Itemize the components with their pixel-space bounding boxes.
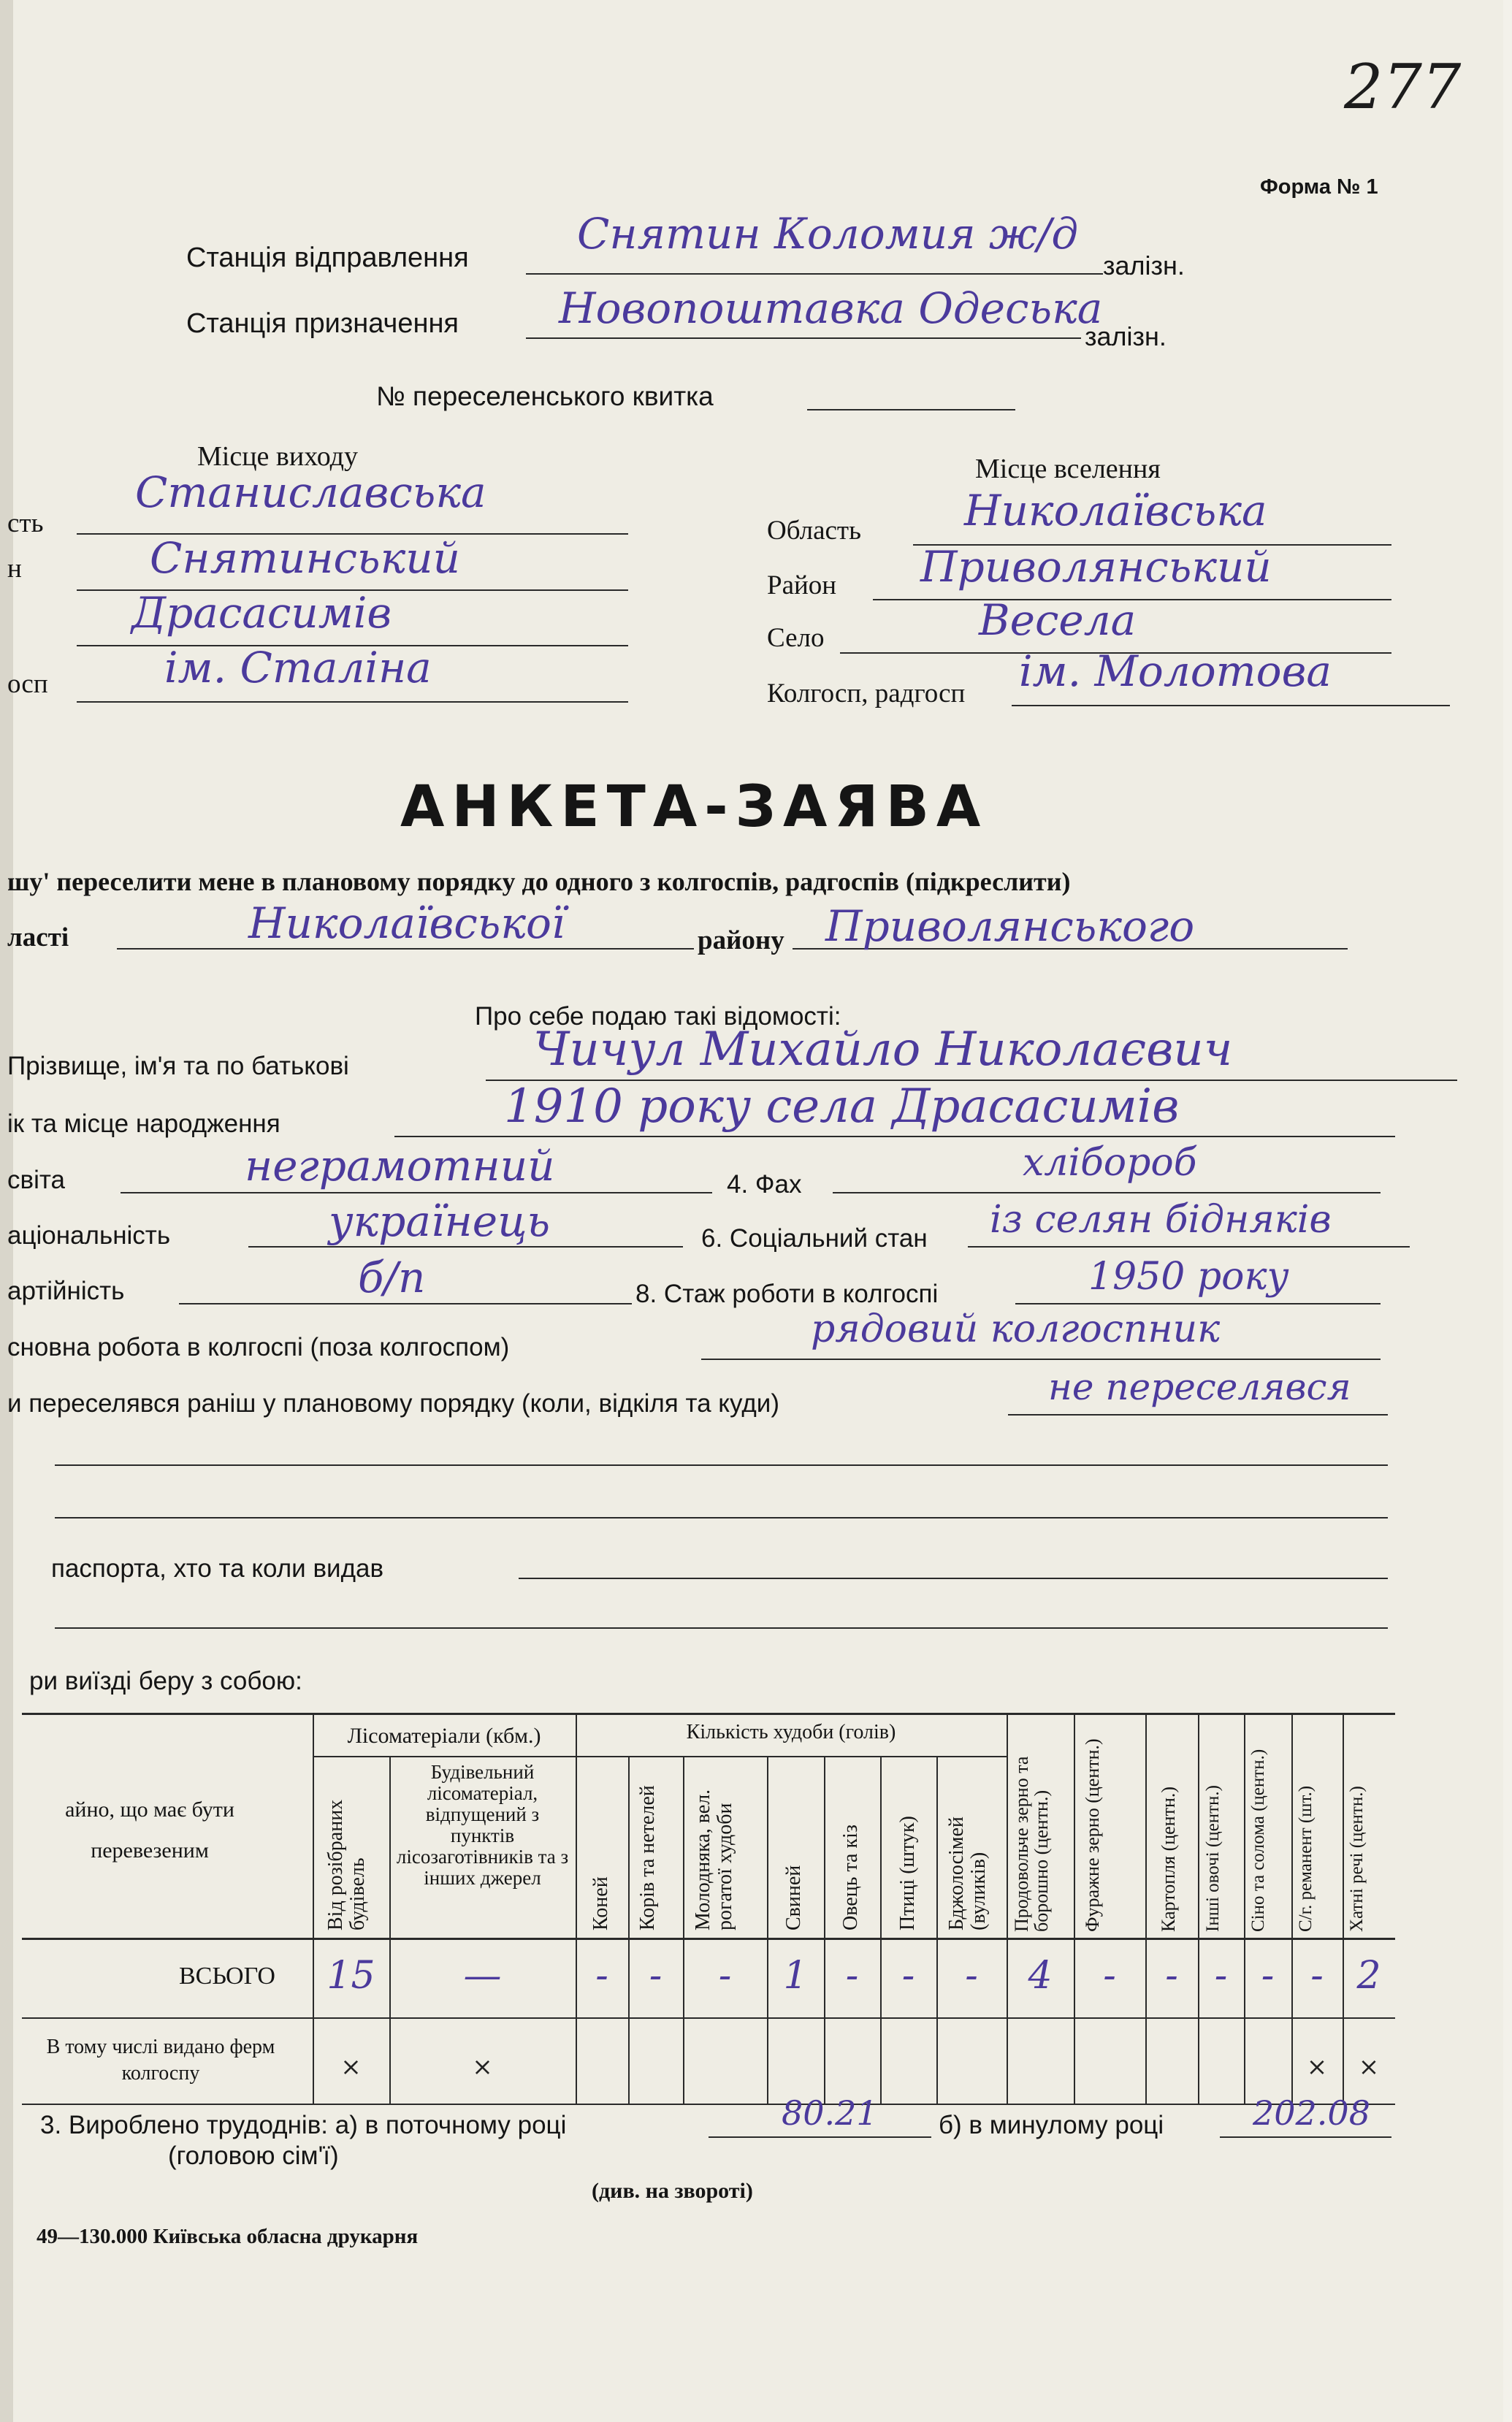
table-cell: - (1261, 1954, 1275, 1998)
moved-label: и переселявся раніш у плановому порядку (коли, відкіля та куди) (7, 1389, 779, 1418)
table-rowhead: айно, що має бути перевезеним (65, 1798, 234, 1863)
social-label: 6. Соціальний стан (701, 1224, 928, 1253)
profession-value: хлібороб (1023, 1141, 1197, 1185)
settlement-value: Приволянський (920, 542, 1272, 592)
previous-value: 202.08 (1253, 2093, 1370, 2133)
table-cell: 2 (1356, 1954, 1381, 1998)
previous-line (1220, 2136, 1391, 2138)
col-header: С/г. реманент (шт.) (1296, 1785, 1316, 1932)
origin-label: осп (7, 669, 48, 699)
origin-value: Драсасимів (131, 588, 392, 638)
table-col-rule (1343, 1713, 1344, 2104)
ticket-label: № переселенського квитка (376, 381, 714, 411)
experience-label: 8. Стаж роботи в колгоспі (635, 1280, 939, 1308)
col-header: Інші овочі (центн.) (1203, 1785, 1223, 1932)
oblast-label: ласті (7, 922, 69, 952)
table-cell: - (901, 1954, 915, 1998)
origin-value: Снятинський (150, 533, 460, 583)
table-col-rule (1074, 1713, 1075, 2104)
table-cell: - (1103, 1954, 1116, 1998)
table-cell: - (845, 1954, 859, 1998)
table-col-rule (1291, 1713, 1293, 2104)
settlement-label: Район (767, 570, 837, 600)
origin-line (77, 701, 628, 703)
blank-line (55, 1464, 1388, 1466)
col-header: Будівельний лісоматеріал, відпущений з пунктів лісозаготівників та з інших джерел (396, 1761, 569, 1889)
table-cell: × (1306, 2052, 1328, 2082)
work-label: сновна робота в колгоспі (поза колгоспом) (7, 1333, 510, 1361)
station-departure-line (526, 273, 1103, 275)
origin-value: Станиславська (135, 467, 486, 517)
table-col-rule (1198, 1713, 1199, 2104)
work-value: рядовий колгоспник (811, 1307, 1221, 1351)
col-header: Від розібраних будівель (324, 1799, 369, 1930)
col-header: Молодняка, вел. рогатої худоби (692, 1789, 736, 1930)
total-label: ВСЬОГО (179, 1963, 275, 1990)
origin-label: н (7, 554, 22, 584)
nationality-value: українець (329, 1196, 551, 1246)
previous-label: б) в минулому році (939, 2111, 1164, 2139)
table-col-rule (767, 1756, 768, 2104)
experience-value: 1950 року (1088, 1255, 1289, 1299)
table-cell: - (649, 1954, 663, 1998)
table-cell: - (1214, 1954, 1228, 1998)
name-value: Чичул Михайло Николаєвич (533, 1023, 1233, 1077)
raion-label: району (698, 925, 784, 955)
table-col-rule (880, 1756, 882, 2104)
table-cell: - (595, 1954, 608, 1998)
col-header: Продовольче зерно та борошно (центн.) (1011, 1756, 1052, 1932)
station-destination-label: Станція призначення (186, 308, 459, 339)
origin-title: Місце виходу (197, 441, 358, 472)
table-cell: - (965, 1954, 978, 1998)
education-line (121, 1192, 712, 1193)
settlement-title: Місце вселення (975, 454, 1161, 484)
table-cell: - (1165, 1954, 1178, 1998)
table-cell: 15 (327, 1954, 375, 1998)
issued-label: В тому числі видано ферм колгоспу (46, 2036, 275, 2085)
lumber-group-header: Лісоматеріали (кбм.) (347, 1724, 541, 1748)
origin-label: сть (7, 508, 44, 538)
table-header-rule (22, 1938, 1395, 1940)
work-line (701, 1359, 1381, 1360)
origin-value: ім. Сталіна (164, 643, 432, 692)
livestock-group-rule (576, 1756, 1007, 1757)
nationality-line (248, 1246, 683, 1248)
col-header: Фуражне зерно (центн.) (1082, 1738, 1103, 1932)
info-intro: Про себе подаю такі відомості: (475, 1002, 841, 1031)
settlement-line (1012, 705, 1450, 706)
station-departure-value: Снятин Коломия ж/д (577, 209, 1079, 259)
education-label: світа (7, 1166, 65, 1194)
profession-label: 4. Фах (727, 1170, 802, 1199)
birth-label: ік та місце народження (7, 1109, 280, 1138)
nationality-label: аціональність (7, 1221, 171, 1250)
table-col-rule (389, 1756, 391, 2104)
printer-imprint: 49—130.000 Київська обласна друкарня (37, 2225, 419, 2248)
current-line (709, 2136, 931, 2138)
profession-line (833, 1192, 1381, 1193)
station-destination-suffix: залізн. (1085, 321, 1167, 351)
col-header: Свиней (782, 1865, 805, 1930)
table-bottom-rule (22, 2104, 1395, 2105)
social-line (968, 1246, 1410, 1248)
table-cell: - (1310, 1954, 1324, 1998)
table-col-rule (824, 1756, 825, 2104)
table-col-rule (313, 1713, 314, 2104)
workdays-label: 3. Вироблено трудоднів: а) в поточному році (40, 2111, 567, 2139)
lumber-group-rule (313, 1756, 576, 1757)
table-col-rule (683, 1756, 684, 2104)
oblast-value: Николаївської (248, 898, 565, 948)
settlement-value: Николаївська (964, 486, 1267, 535)
col-header: Птиці (штук) (896, 1816, 919, 1930)
party-line (179, 1303, 632, 1304)
experience-line (1015, 1303, 1381, 1304)
document-title: АНКЕТА-ЗАЯВА (400, 774, 988, 840)
raion-value: Приволянського (825, 901, 1195, 951)
station-departure-label: Станція відправлення (186, 242, 469, 273)
birth-line (394, 1136, 1395, 1137)
table-cell: × (1358, 2052, 1380, 2082)
take-label: ри виїзді беру з собою: (29, 1667, 302, 1695)
passport-label: паспорта, хто та коли видав (51, 1554, 384, 1583)
party-label: артійність (7, 1277, 125, 1305)
moved-line (1008, 1414, 1388, 1416)
table-col-rule (1244, 1713, 1245, 2104)
ticket-line (807, 409, 1015, 410)
table-col-rule (1007, 1713, 1008, 2104)
settlement-label: Колгосп, радгосп (767, 679, 966, 708)
party-value: б/п (358, 1253, 426, 1302)
col-header: Хатні речі (центн.) (1347, 1786, 1367, 1932)
station-departure-suffix: залізн. (1103, 251, 1185, 280)
blank-line (55, 1627, 1388, 1629)
table-cell: — (463, 1954, 502, 1998)
table-col-rule (628, 1756, 630, 2104)
livestock-group-header: Кількість худоби (голів) (686, 1721, 896, 1743)
table-cell: 1 (783, 1954, 808, 1998)
workdays-sub: (головою сім'ї) (168, 2142, 339, 2170)
settlement-value: ім. Молотова (1019, 646, 1332, 696)
table-cell: × (340, 2052, 362, 2082)
table-col-rule (576, 1713, 577, 2104)
col-header: Бджолосімей (вуликів) (945, 1816, 990, 1930)
table-total-rule (22, 2017, 1395, 2019)
settlement-value: Весела (979, 595, 1137, 645)
passport-line (519, 1578, 1388, 1579)
form-number: Форма № 1 (1260, 175, 1378, 199)
table-top-rule (22, 1713, 1395, 1715)
col-header: Сіно та солома (центн.) (1248, 1749, 1268, 1932)
col-header: Картопля (центн.) (1158, 1786, 1179, 1932)
station-destination-line (526, 337, 1081, 339)
col-header: Коней (589, 1876, 612, 1930)
birth-value: 1910 року села Драсасимів (504, 1080, 1180, 1134)
table-cell: 4 (1028, 1954, 1053, 1998)
table-col-rule (1145, 1713, 1147, 2104)
station-destination-value: Новопоштавка Одеська (559, 283, 1103, 333)
blank-line (55, 1517, 1388, 1518)
table-cell: × (472, 2052, 493, 2082)
education-value: неграмотний (245, 1141, 555, 1191)
social-value: із селян бідняків (990, 1198, 1332, 1242)
archive-number: 277 (1344, 51, 1462, 123)
current-value: 80.21 (782, 2093, 878, 2133)
name-label: Прізвище, ім'я та по батькові (7, 1052, 349, 1080)
moved-value: не переселявся (1048, 1366, 1351, 1408)
see-back-note: (див. на звороті) (592, 2179, 753, 2203)
settlement-label: Область (767, 516, 861, 546)
col-header: Корів та нетелей (636, 1785, 659, 1930)
col-header: Овець та кіз (839, 1825, 862, 1930)
settlement-label: Село (767, 623, 825, 653)
request-text: шу' переселити мене в плановому порядку до одного з колгоспів, радгоспів (підкреслити) (7, 867, 1071, 896)
oblast-line (117, 948, 694, 950)
table-col-rule (936, 1756, 938, 2104)
table-cell: - (718, 1954, 732, 1998)
